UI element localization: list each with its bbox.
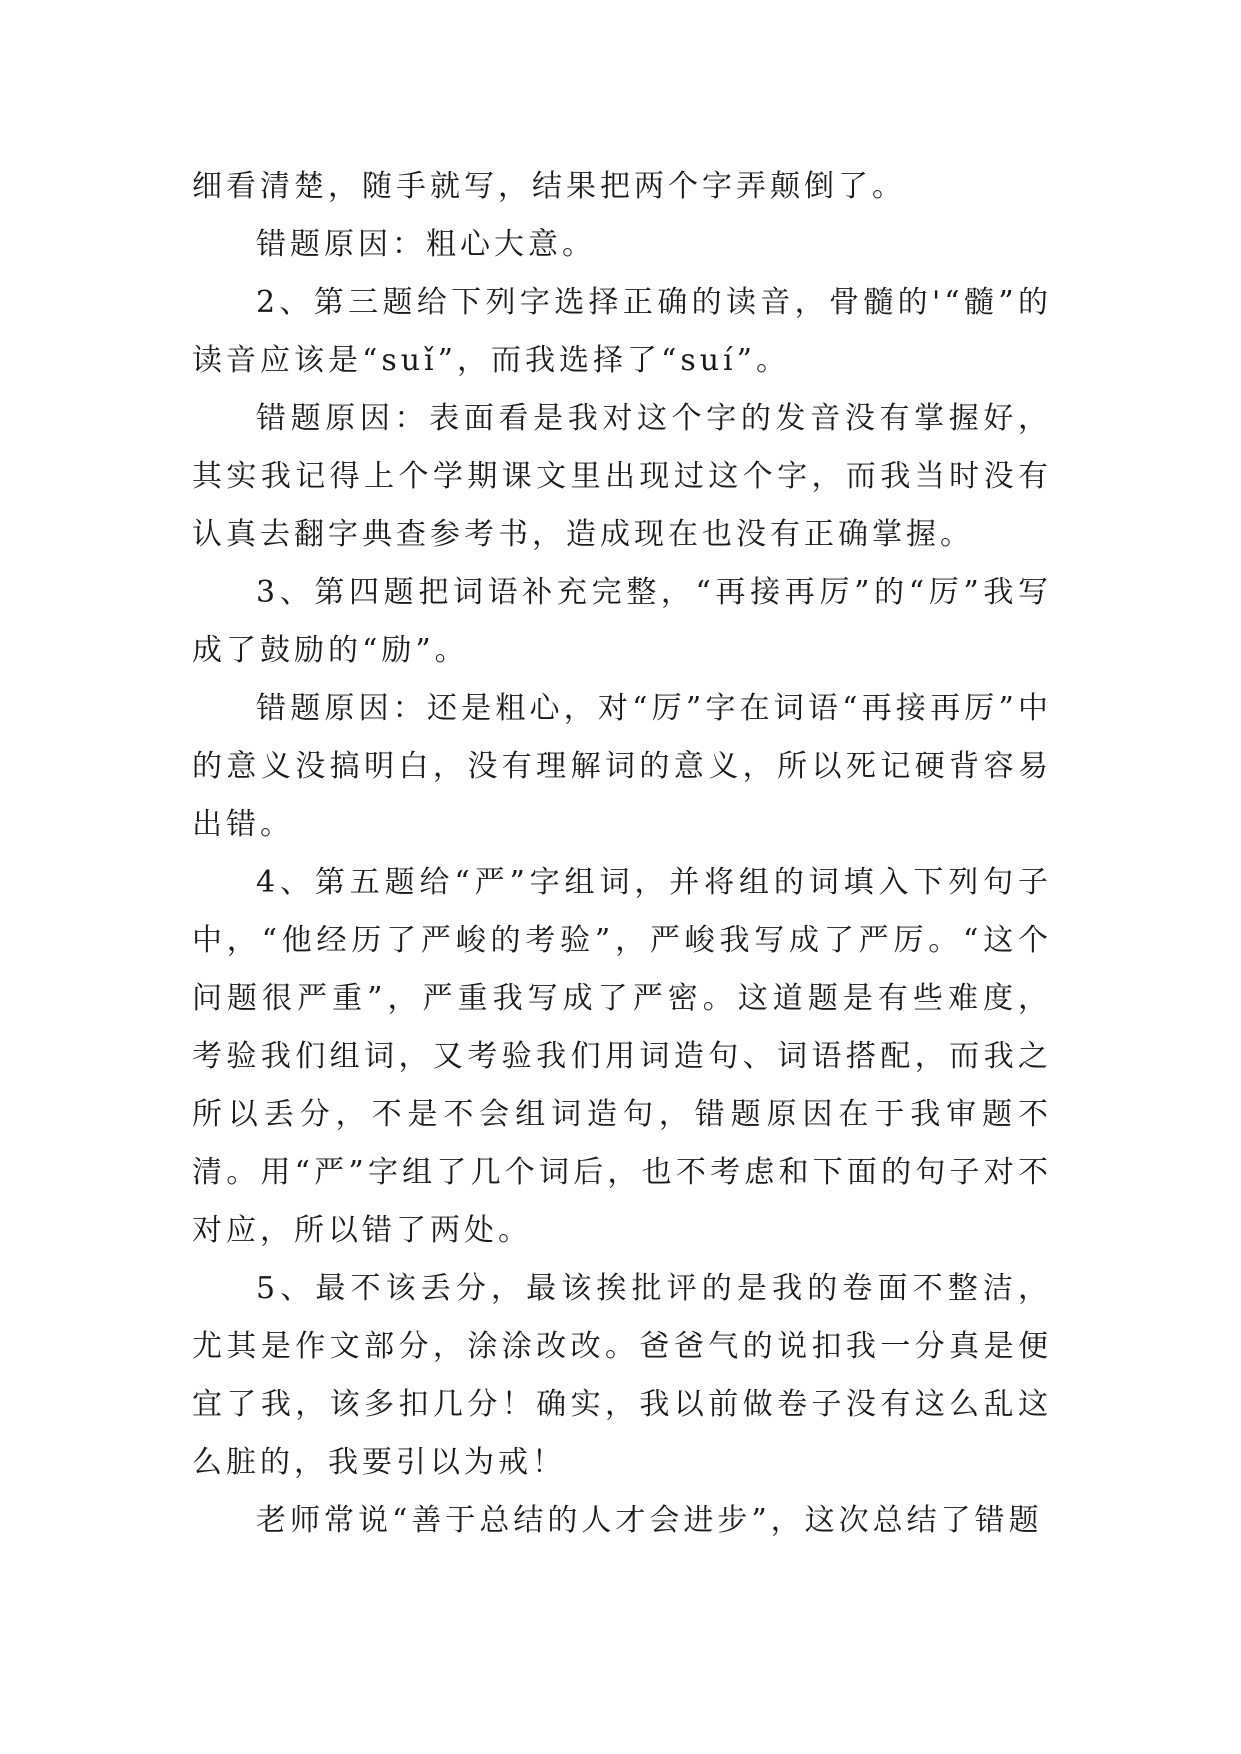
paragraph-error-reason-2: 错题原因：表面看是我对这个字的发音没有掌握好，其实我记得上个学期课文里出现过这个字，而我当时没有认真去翻字典查参考书，造成现在也没有正确掌握。 <box>192 401 1052 552</box>
paragraph-conclusion: 老师常说“善于总结的人才会进步”，这次总结了错题 <box>256 1503 1043 1538</box>
paragraph-item-5: 5、最不该丢分，最该挨批评的是我的卷面不整洁，尤其是作文部分，涂涂改改。爸爸气的说扣我一分真是便宜了我，该多扣几分！确实，我以前做卷子没有这么乱这么脏的，我要引以为戒！ <box>192 1271 1052 1480</box>
paragraph-continuation: 细看清楚，随手就写，结果把两个字弄颠倒了。 <box>192 169 906 204</box>
paragraph-item-3: 3、第四题把词语补充完整，“再接再厉”的“厉”我写成了鼓励的“励”。 <box>192 575 1052 668</box>
paragraph-item-4: 4、第五题给“严”字组词，并将组的词填入下列句子中，“他经历了严峻的考验”，严峻我写成了严厉。“这个问题很严重”，严重我写成了严密。这道题是有些难度，考验我们组词，又考验我们用词造句、词语搭配，而我之所以丢分，不是不会组词造句，错题原因在于我审题不清。用“严”字组了几个词后，也不考虑和下面的句子对不对应，所以错了两处。 <box>192 865 1052 1248</box>
paragraph-item-2: 2、第三题给下列字选择正确的读音，骨髓的'“髓”的读音应该是“suǐ”，而我选择了“suí”。 <box>192 285 1052 378</box>
paragraph-error-reason-1: 错题原因：粗心大意。 <box>256 227 596 262</box>
document-body <box>192 158 1052 1550</box>
paragraph-error-reason-3: 错题原因：还是粗心，对“厉”字在词语“再接再厉”中的意义没搞明白，没有理解词的意义，所以死记硬背容易出错。 <box>192 691 1052 842</box>
